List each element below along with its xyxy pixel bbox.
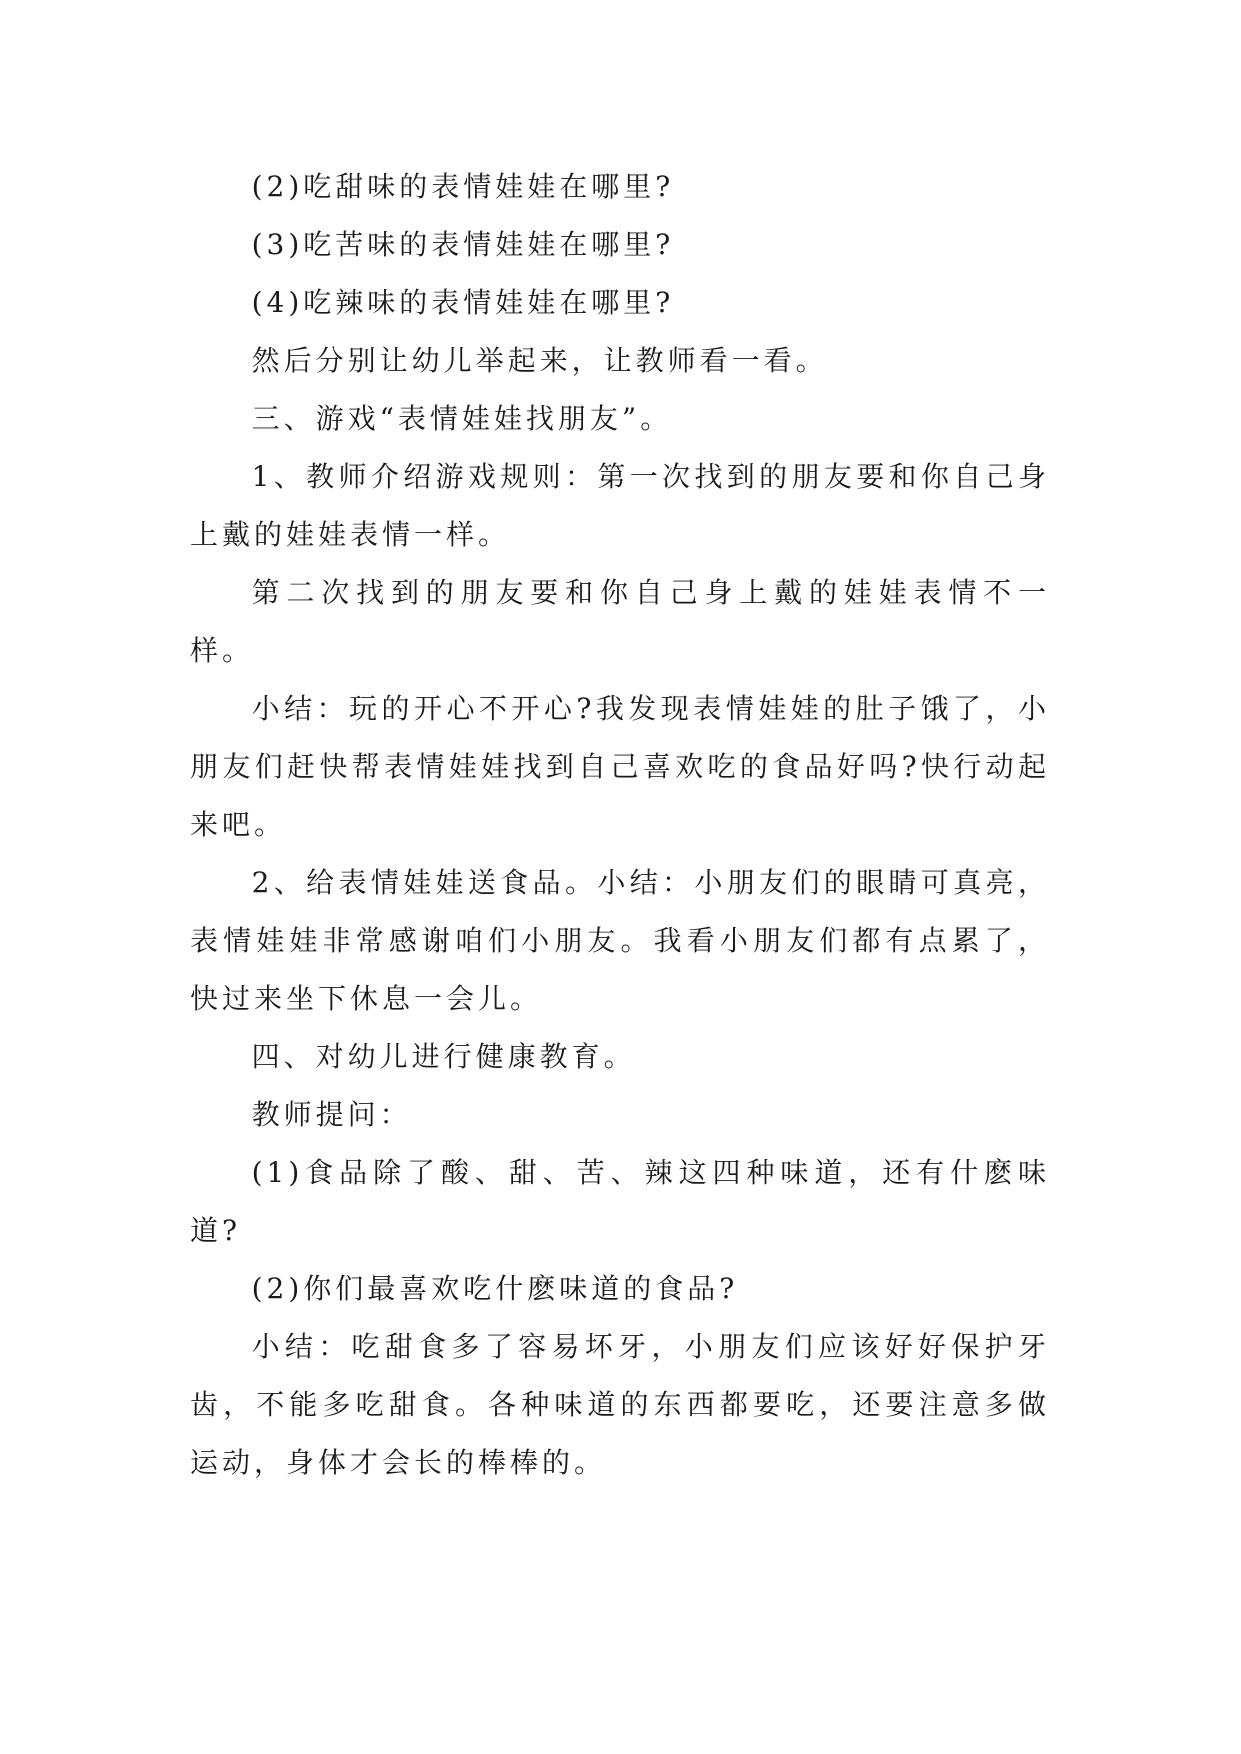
paragraph-question-bitter: (3)吃苦味的表情娃娃在哪里? [251, 228, 675, 261]
paragraph-question-favorite: (2)你们最喜欢吃什麽味道的食品? [251, 1272, 739, 1305]
paragraph-raise-hands: 然后分别让幼儿举起来，让教师看一看。 [251, 344, 828, 377]
section-heading-health: 四、对幼儿进行健康教育。 [251, 1040, 636, 1073]
paragraph-question-spicy: (4)吃辣味的表情娃娃在哪里? [251, 286, 675, 319]
paragraph-summary-1: 小结：玩的开心不开心?我发现表情娃娃的肚子饿了，小朋友们赶快帮表情娃娃找到自己喜欢吃的食品好吗?快行动起来吧。 [190, 692, 1050, 841]
section-heading-game: 三、游戏“表情娃娃找朋友”。 [251, 402, 673, 435]
paragraph-question-sweet: (2)吃甜味的表情娃娃在哪里? [251, 170, 675, 203]
paragraph-summary-final: 小结：吃甜食多了容易坏牙，小朋友们应该好好保护牙齿，不能多吃甜食。各种味道的东西都要吃，还要注意多做运动，身体才会长的棒棒的。 [190, 1330, 1050, 1479]
paragraph-teacher-asks: 教师提问： [251, 1098, 412, 1131]
paragraph-game-rule-2: 第二次找到的朋友要和你自己身上戴的娃娃表情不一样。 [190, 576, 1050, 667]
paragraph-game-rule-1: 1、教师介绍游戏规则：第一次找到的朋友要和你自己身上戴的娃娃表情一样。 [190, 460, 1050, 551]
document-body [190, 158, 1050, 1492]
paragraph-send-food: 2、给表情娃娃送食品。小结：小朋友们的眼睛可真亮，表情娃娃非常感谢咱们小朋友。我看小朋友们都有点累了，快过来坐下休息一会儿。 [190, 866, 1050, 1015]
paragraph-question-other-tastes: (1)食品除了酸、甜、苦、辣这四种味道，还有什麽味道? [190, 1156, 1050, 1247]
